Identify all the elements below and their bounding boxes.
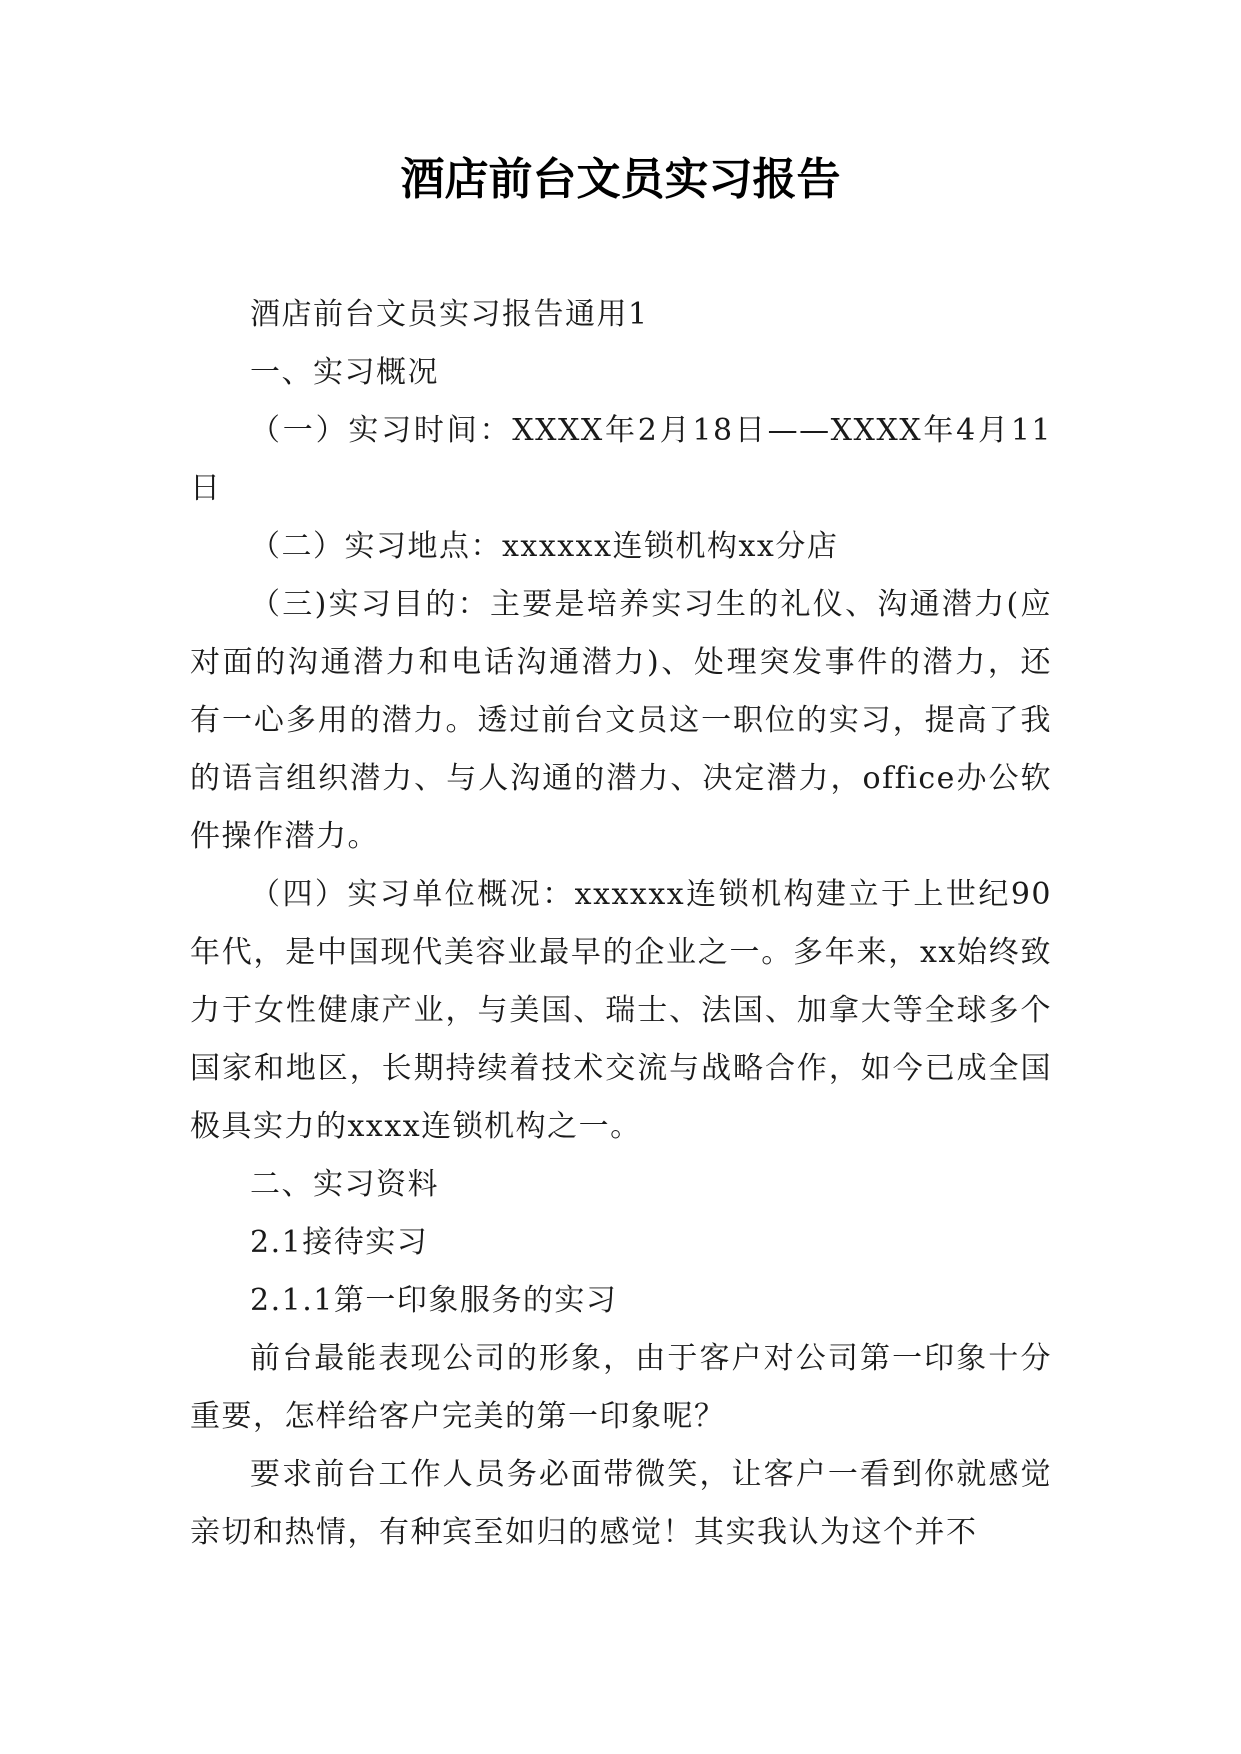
paragraph: 前台最能表现公司的形象，由于客户对公司第一印象十分重要，怎样给客户完美的第一印象呢？ [190, 1341, 1052, 1434]
paragraph: （二）实习地点：xxxxxx连锁机构xx分店 [250, 529, 839, 564]
paragraph: 酒店前台文员实习报告通用1 [250, 297, 649, 332]
document-body [190, 286, 1052, 1562]
section-heading: 一、实习概况 [250, 355, 439, 390]
section-heading: 二、实习资料 [250, 1167, 439, 1202]
paragraph: （一）实习时间：XXXX年2月18日——XXXX年4月11日 [190, 413, 1052, 506]
subsection-heading: 2.1.1第一印象服务的实习 [250, 1283, 618, 1318]
document-title: 酒店前台文员实习报告 [400, 154, 841, 205]
paragraph: 要求前台工作人员务必面带微笑，让客户一看到你就感觉亲切和热情，有种宾至如归的感觉！其实我认为这个并不 [190, 1457, 1052, 1550]
paragraph: （四）实习单位概况：xxxxxx连锁机构建立于上世纪90年代，是中国现代美容业最早的企业之一。多年来，xx始终致力于女性健康产业，与美国、瑞士、法国、加拿大等全球多个国家和地区，长期持续着技术交流与战略合作，如今已成全国极具实力的xxxx连锁机构之一。 [190, 877, 1052, 1144]
subsection-heading: 2.1接待实习 [250, 1225, 429, 1260]
paragraph: （三)实习目的：主要是培养实习生的礼仪、沟通潜力(应对面的沟通潜力和电话沟通潜力)、处理突发事件的潜力，还有一心多用的潜力。透过前台文员这一职位的实习，提高了我的语言组织潜力、与人沟通的潜力、决定潜力，office办公软件操作潜力。 [190, 587, 1052, 854]
